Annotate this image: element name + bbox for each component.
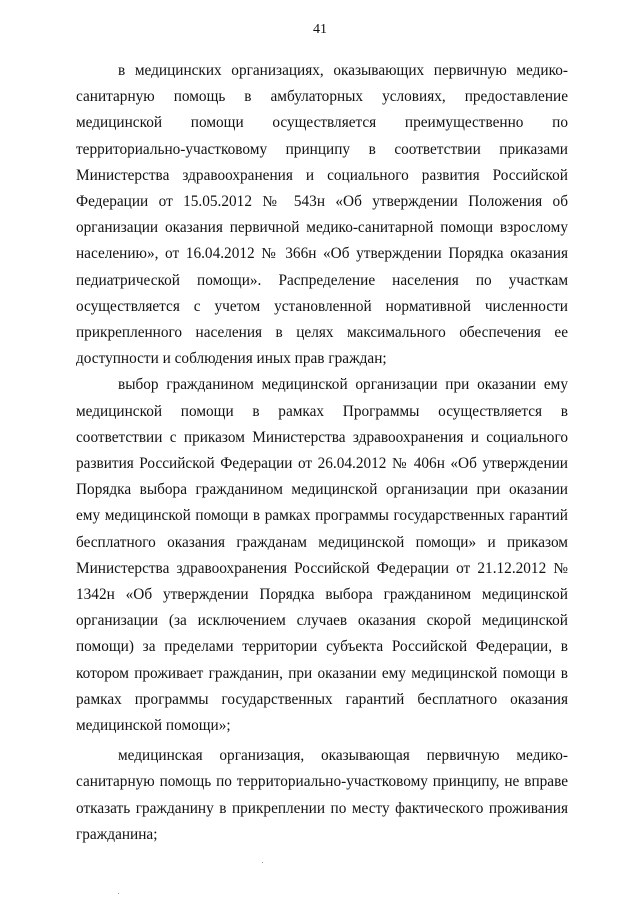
- scan-speck: [118, 893, 119, 894]
- paragraph-territorial-principle: в медицинских организациях, оказывающих первичную медико-санитарную помощь в амбулаторных условиях, предоставление медицинской помощи осуществляется преимущественно по территориально-участковому принципу в соответствии приказами Министерства здравоохранения и социального развития Российской Федерации от 15.05.2012 № 543н «Об утверждении Положения об организации оказания первичной медико-санитарной помощи взрослому населению», от 16.04.2012 № 366н «Об утверждении Порядка оказания педиатрической помощи». Распределение населения по участкам осуществляется с учетом установленной нормативной численности прикрепленного населения в целях максимального обеспечения ее доступности и соблюдения иных прав граждан;: [76, 62, 568, 368]
- scan-speck: [262, 862, 263, 863]
- document-body: [76, 58, 568, 848]
- paragraph-choice-of-organization: выбор гражданином медицинской организации при оказании ему медицинской помощи в рамках Программы осуществляется в соответствии с приказом Министерства здравоохранения и социального развития Российской Федерации от 26.04.2012 № 406н «Об утверждении Порядка выбора гражданином медицинской организации при оказании ему медицинской помощи в рамках программы государственных гарантий бесплатного оказания гражданам медицинской помощи» и приказом Министерства здравоохранения Российской Федерации от 21.12.2012 № 1342н «Об утверждении Порядка выбора гражданином медицинской организации (за исключением случаев оказания скорой медицинской помощи) за пределами территории субъекта Российской Федерации, в котором проживает гражданин, при оказании ему медицинской помощи в рамках программы государственных гарантий бесплатного оказания медицинской помощи»;: [76, 376, 568, 735]
- page-number: 41: [313, 22, 327, 37]
- paragraph-no-refusal: медицинская организация, оказывающая первичную медико-санитарную помощь по территориально-участковому принципу, не вправе отказать гражданину в прикреплении по месту фактического проживания гражданина;: [76, 747, 568, 843]
